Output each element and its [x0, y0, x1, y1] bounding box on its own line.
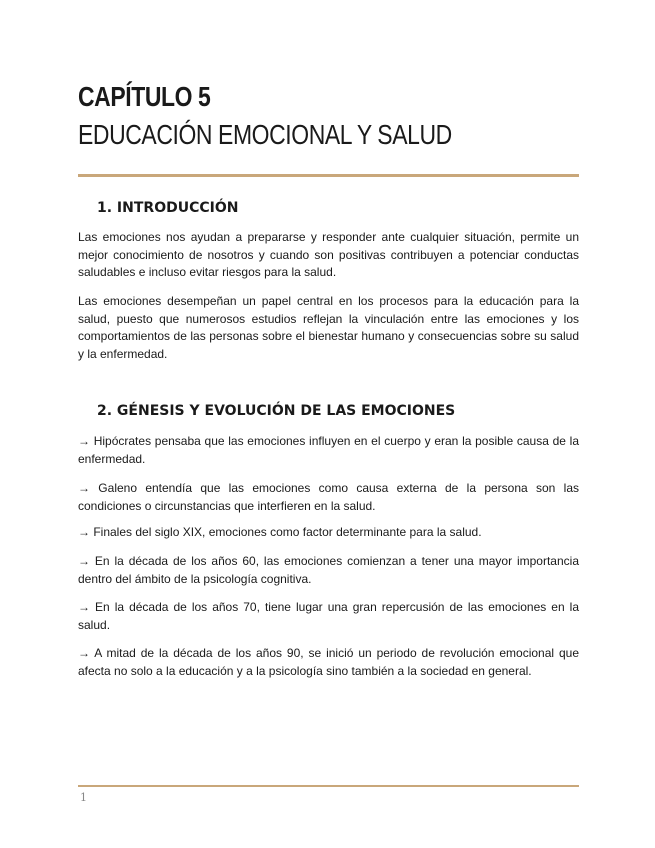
list-item: → Finales del siglo XIX, emociones como factor determinante para la salud.: [78, 525, 482, 539]
list-item: → En la década de los años 60, las emociones comienzan a tener una mayor importancia dentro del ámbito de la psicología cognitiva.: [78, 554, 579, 586]
section-heading-introduccion: 1. INTRODUCCIÓN: [97, 200, 239, 216]
page-number: 1: [80, 791, 87, 804]
chapter-title: EDUCACIÓN EMOCIONAL Y SALUD: [78, 119, 452, 150]
paragraph: Las emociones nos ayudan a prepararse y responder ante cualquier situación, permite un mejor conocimiento de nosotros y cuando son positivas contribuyen a potenciar conductas saludables e incluso evitar riesgos para la salud.: [78, 230, 579, 279]
list-item: → En la década de los años 70, tiene lugar una gran repercusión de las emociones en la salud.: [78, 600, 579, 632]
list-item: → Galeno entendía que las emociones como causa externa de la persona son las condiciones o circunstancias que interfieren en la salud.: [78, 481, 579, 513]
chapter-number: CAPÍTULO 5: [78, 81, 211, 112]
list-item: → A mitad de la década de los años 90, se inició un periodo de revolución emocional que afecta no solo a la educación y a la psicología sino también a la sociedad en general.: [78, 646, 579, 678]
list-item: → Hipócrates pensaba que las emociones influyen en el cuerpo y eran la posible causa de la enfermedad.: [78, 434, 579, 466]
top-divider: [78, 174, 579, 177]
section-heading-genesis: 2. GÉNESIS Y EVOLUCIÓN DE LAS EMOCIONES: [97, 403, 456, 419]
paragraph: Las emociones desempeñan un papel central en los procesos para la educación para la salud, puesto que numerosos estudios reflejan la vinculación entre las emociones y los comportamientos de las personas sobre el bienestar humano y consecuencias sobre su salud y la enfermedad.: [78, 294, 579, 361]
bottom-divider: [78, 785, 579, 787]
